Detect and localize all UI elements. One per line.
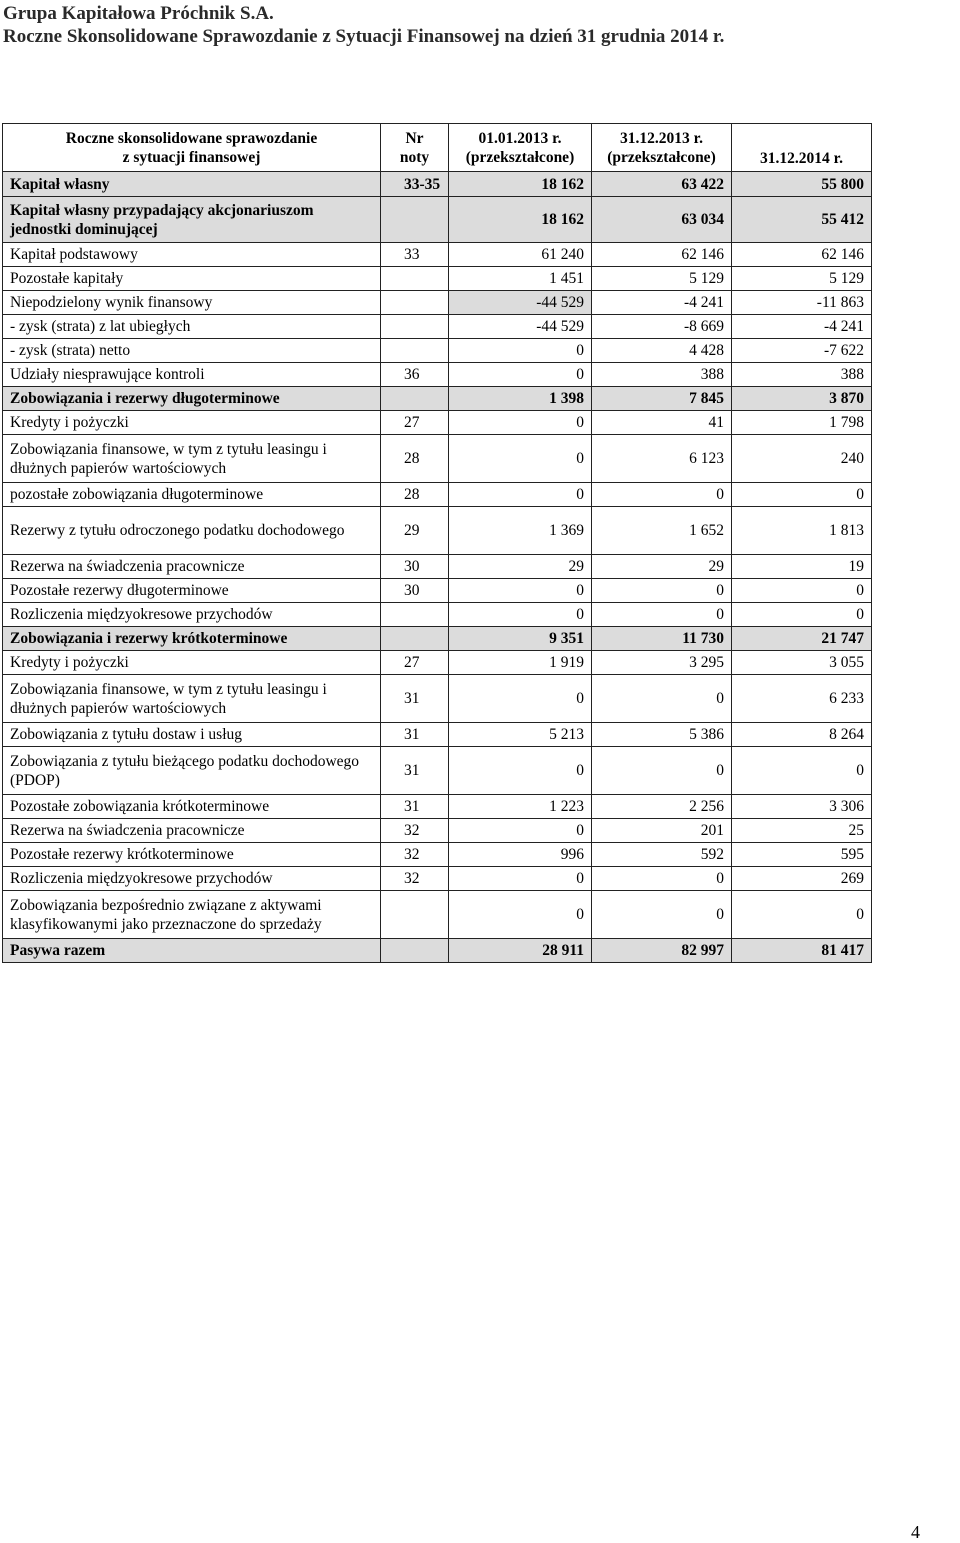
- row-note: [381, 315, 449, 339]
- row-value-2013-end: 62 146: [592, 243, 732, 267]
- row-note: 31: [381, 675, 449, 723]
- row-value-2013-end: 2 256: [592, 795, 732, 819]
- row-value-2013-end: 63 422: [592, 172, 732, 197]
- row-label: Kredyty i pożyczki: [3, 411, 381, 435]
- row-value-2014-end: 0: [732, 483, 872, 507]
- row-value-2014-end: 0: [732, 579, 872, 603]
- table-row: [3, 507, 872, 555]
- table-row: [3, 197, 872, 243]
- row-note: 28: [381, 435, 449, 483]
- row-label: Rozliczenia międzyokresowe przychodów: [3, 603, 381, 627]
- row-value-2014-end: 0: [732, 891, 872, 939]
- row-value-2014-end: 0: [732, 747, 872, 795]
- header-col-2013-end: 31.12.2013 r. (przekształcone): [592, 124, 732, 172]
- header-col-2013-start: 01.01.2013 r. (przekształcone): [449, 124, 592, 172]
- row-value-2013-end: 0: [592, 867, 732, 891]
- row-value-2013-end: 388: [592, 363, 732, 387]
- row-value-2013-start: 0: [449, 891, 592, 939]
- table-row: [3, 747, 872, 795]
- row-label: Kapitał podstawowy: [3, 243, 381, 267]
- row-label: Zobowiązania finansowe, w tym z tytułu leasingu i dłużnych papierów wartościowych: [3, 675, 381, 723]
- row-value-2013-end: 11 730: [592, 627, 732, 651]
- row-value-2013-end: 3 295: [592, 651, 732, 675]
- row-value-2014-end: 595: [732, 843, 872, 867]
- row-label: Pozostałe kapitały: [3, 267, 381, 291]
- row-note: 28: [381, 483, 449, 507]
- row-value-2013-start: 1 919: [449, 651, 592, 675]
- row-label: Rezerwy z tytułu odroczonego podatku dochodowego: [3, 507, 381, 555]
- row-note: 29: [381, 507, 449, 555]
- row-value-2013-start: 18 162: [449, 172, 592, 197]
- table-row: [3, 267, 872, 291]
- row-note: [381, 939, 449, 963]
- row-value-2013-end: 0: [592, 579, 732, 603]
- row-label: Udziały niesprawujące kontroli: [3, 363, 381, 387]
- table-row: [3, 603, 872, 627]
- row-note: 32: [381, 819, 449, 843]
- table-row: [3, 411, 872, 435]
- table-row: [3, 387, 872, 411]
- row-value-2014-end: 25: [732, 819, 872, 843]
- row-value-2013-end: 0: [592, 891, 732, 939]
- row-value-2014-end: 19: [732, 555, 872, 579]
- row-value-2014-end: 8 264: [732, 723, 872, 747]
- row-label: pozostałe zobowiązania długoterminowe: [3, 483, 381, 507]
- row-value-2013-start: 0: [449, 675, 592, 723]
- row-note: 33-35: [381, 172, 449, 197]
- row-value-2014-end: 21 747: [732, 627, 872, 651]
- row-value-2014-end: 0: [732, 603, 872, 627]
- row-value-2013-start: 0: [449, 867, 592, 891]
- row-value-2013-end: 1 652: [592, 507, 732, 555]
- table-row: [3, 867, 872, 891]
- row-value-2013-end: 0: [592, 747, 732, 795]
- row-value-2013-end: 4 428: [592, 339, 732, 363]
- row-value-2013-start: 0: [449, 747, 592, 795]
- row-note: 31: [381, 795, 449, 819]
- row-note: 31: [381, 723, 449, 747]
- row-value-2013-start: 0: [449, 483, 592, 507]
- row-value-2014-end: 269: [732, 867, 872, 891]
- row-value-2013-end: 82 997: [592, 939, 732, 963]
- table-row: [3, 363, 872, 387]
- row-value-2014-end: 1 813: [732, 507, 872, 555]
- table-row: [3, 651, 872, 675]
- row-label: Zobowiązania z tytułu dostaw i usług: [3, 723, 381, 747]
- row-value-2013-end: 7 845: [592, 387, 732, 411]
- row-value-2013-start: 0: [449, 435, 592, 483]
- row-label: Kapitał własny: [3, 172, 381, 197]
- row-note: [381, 291, 449, 315]
- row-value-2013-end: 6 123: [592, 435, 732, 483]
- row-value-2013-start: 0: [449, 819, 592, 843]
- row-note: [381, 387, 449, 411]
- row-label: - zysk (strata) z lat ubiegłych: [3, 315, 381, 339]
- row-value-2013-start: 1 223: [449, 795, 592, 819]
- row-note: [381, 339, 449, 363]
- row-label: Pozostałe rezerwy długoterminowe: [3, 579, 381, 603]
- row-value-2014-end: 3 055: [732, 651, 872, 675]
- row-note: [381, 891, 449, 939]
- row-label: Pasywa razem: [3, 939, 381, 963]
- row-note: 33: [381, 243, 449, 267]
- row-value-2013-start: 18 162: [449, 197, 592, 243]
- row-value-2014-end: 1 798: [732, 411, 872, 435]
- row-label: Pozostałe zobowiązania krótkoterminowe: [3, 795, 381, 819]
- row-value-2013-end: 592: [592, 843, 732, 867]
- row-value-2013-end: 0: [592, 483, 732, 507]
- table-row: [3, 891, 872, 939]
- row-value-2014-end: 3 870: [732, 387, 872, 411]
- row-value-2013-start: -44 529: [449, 315, 592, 339]
- row-value-2013-end: 5 386: [592, 723, 732, 747]
- table-row: [3, 555, 872, 579]
- row-value-2013-start: 996: [449, 843, 592, 867]
- row-value-2014-end: 388: [732, 363, 872, 387]
- row-label: Niepodzielony wynik finansowy: [3, 291, 381, 315]
- table-row: [3, 339, 872, 363]
- row-note: 36: [381, 363, 449, 387]
- table-row: [3, 627, 872, 651]
- row-value-2014-end: -7 622: [732, 339, 872, 363]
- table-row: [3, 172, 872, 197]
- row-note: [381, 627, 449, 651]
- row-note: 32: [381, 843, 449, 867]
- row-value-2014-end: 81 417: [732, 939, 872, 963]
- header-note-cell: Nr noty: [381, 124, 449, 172]
- row-value-2013-start: 0: [449, 579, 592, 603]
- row-note: 27: [381, 651, 449, 675]
- row-value-2013-start: 0: [449, 411, 592, 435]
- row-label: - zysk (strata) netto: [3, 339, 381, 363]
- row-value-2014-end: 5 129: [732, 267, 872, 291]
- header-label-cell: Roczne skonsolidowane sprawozdanie z sytuacji finansowej: [3, 124, 381, 172]
- row-value-2013-start: 0: [449, 363, 592, 387]
- row-value-2013-start: 61 240: [449, 243, 592, 267]
- row-value-2013-start: 1 398: [449, 387, 592, 411]
- row-value-2013-start: 0: [449, 603, 592, 627]
- row-value-2013-end: -4 241: [592, 291, 732, 315]
- row-label: Rezerwa na świadczenia pracownicze: [3, 555, 381, 579]
- row-value-2013-end: 0: [592, 603, 732, 627]
- row-label: Zobowiązania finansowe, w tym z tytułu leasingu i dłużnych papierów wartościowych: [3, 435, 381, 483]
- row-label: Pozostałe rezerwy krótkoterminowe: [3, 843, 381, 867]
- row-value-2013-end: 63 034: [592, 197, 732, 243]
- row-note: [381, 197, 449, 243]
- row-label: Zobowiązania i rezerwy krótkoterminowe: [3, 627, 381, 651]
- row-value-2013-end: -8 669: [592, 315, 732, 339]
- row-value-2013-start: 5 213: [449, 723, 592, 747]
- report-title: Roczne Skonsolidowane Sprawozdanie z Sytuacji Finansowej na dzień 31 grudnia 2014 r.: [3, 26, 725, 47]
- row-label: Rezerwa na świadczenia pracownicze: [3, 819, 381, 843]
- row-value-2013-end: 41: [592, 411, 732, 435]
- row-value-2014-end: 62 146: [732, 243, 872, 267]
- row-value-2013-start: 1 369: [449, 507, 592, 555]
- row-label: Rozliczenia międzyokresowe przychodów: [3, 867, 381, 891]
- row-label: Zobowiązania i rezerwy długoterminowe: [3, 387, 381, 411]
- row-note: [381, 603, 449, 627]
- row-value-2014-end: -11 863: [732, 291, 872, 315]
- row-value-2013-start: 0: [449, 339, 592, 363]
- row-note: 30: [381, 555, 449, 579]
- row-note: 27: [381, 411, 449, 435]
- row-label: Kredyty i pożyczki: [3, 651, 381, 675]
- table-row: [3, 723, 872, 747]
- row-value-2013-start: -44 529: [449, 291, 592, 315]
- header-col-2014-end: 31.12.2014 r.: [732, 124, 872, 172]
- row-note: 32: [381, 867, 449, 891]
- table-row: [3, 939, 872, 963]
- row-value-2013-start: 29: [449, 555, 592, 579]
- table-row: [3, 483, 872, 507]
- row-value-2014-end: 55 800: [732, 172, 872, 197]
- row-value-2014-end: 55 412: [732, 197, 872, 243]
- row-note: [381, 267, 449, 291]
- table-row: [3, 291, 872, 315]
- row-value-2014-end: 6 233: [732, 675, 872, 723]
- row-value-2013-start: 28 911: [449, 939, 592, 963]
- page-number: 4: [911, 1522, 920, 1542]
- table-row: [3, 675, 872, 723]
- row-value-2014-end: 240: [732, 435, 872, 483]
- row-value-2013-start: 1 451: [449, 267, 592, 291]
- row-value-2014-end: 3 306: [732, 795, 872, 819]
- table-row: [3, 843, 872, 867]
- row-label: Zobowiązania bezpośrednio związane z aktywami klasyfikowanymi jako przeznaczone do sprzedaży: [3, 891, 381, 939]
- row-value-2013-end: 5 129: [592, 267, 732, 291]
- row-value-2013-end: 0: [592, 675, 732, 723]
- row-value-2013-end: 29: [592, 555, 732, 579]
- table-header-row: [3, 124, 872, 172]
- table-row: [3, 243, 872, 267]
- table-row: [3, 315, 872, 339]
- table-row: [3, 819, 872, 843]
- table-row: [3, 795, 872, 819]
- table-row: [3, 435, 872, 483]
- table-row: [3, 579, 872, 603]
- company-name: Grupa Kapitałowa Próchnik S.A.: [3, 3, 274, 24]
- row-note: 30: [381, 579, 449, 603]
- row-value-2014-end: -4 241: [732, 315, 872, 339]
- row-value-2013-start: 9 351: [449, 627, 592, 651]
- row-value-2013-end: 201: [592, 819, 732, 843]
- document-header: [3, 2, 724, 48]
- row-label: Zobowiązania z tytułu bieżącego podatku dochodowego (PDOP): [3, 747, 381, 795]
- row-label: Kapitał własny przypadający akcjonariuszom jednostki dominującej: [3, 197, 381, 243]
- row-note: 31: [381, 747, 449, 795]
- financial-position-table: [2, 123, 872, 963]
